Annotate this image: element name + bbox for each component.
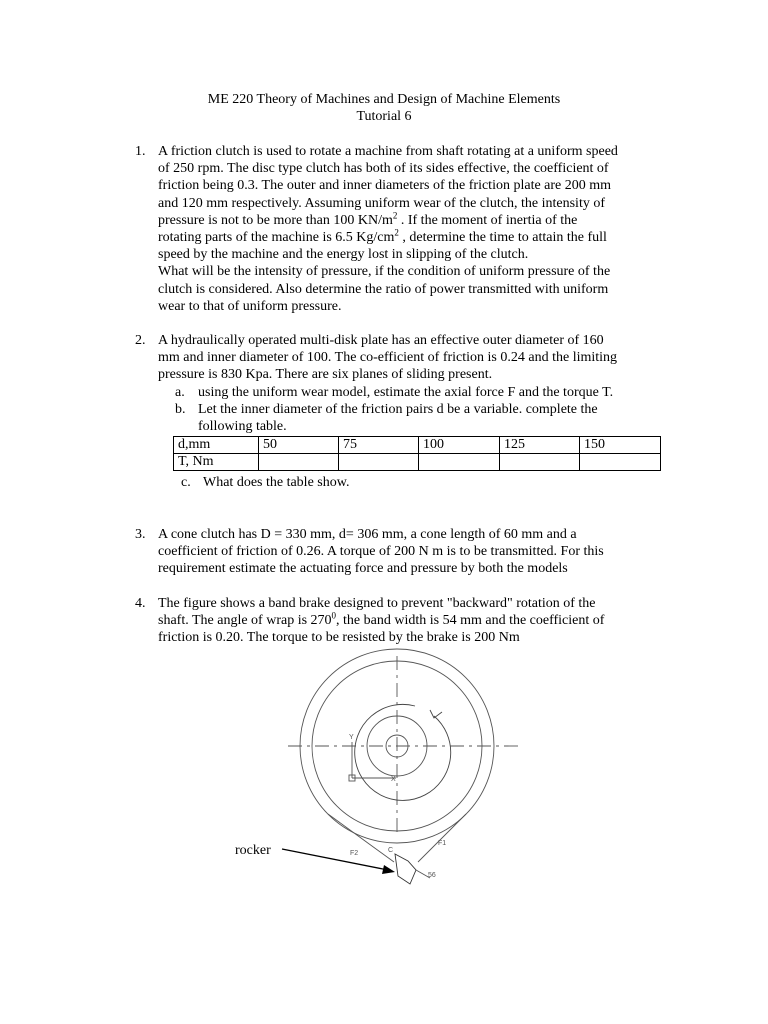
q2-line: mm and inner diameter of 100. The co-efficient of friction is 0.24 and the limiting	[158, 350, 618, 366]
dimension-label: 56	[428, 872, 436, 879]
table-cell	[580, 454, 661, 471]
y-axis-label: Y	[349, 734, 354, 741]
table-cell	[500, 454, 580, 471]
q1-line: What will be the intensity of pressure, if the condition of uniform pressure of the	[158, 264, 611, 280]
q1-line: and 120 mm respectively. Assuming uniform wear of the clutch, the intensity of	[158, 195, 605, 211]
table-cell: 50	[259, 437, 339, 454]
question-number: 4.	[135, 596, 146, 611]
q1-line: rotating parts of the machine is 6.5 $Kg/cm^2$ , determine the time to attain the full	[158, 227, 607, 246]
q3-line: coefficient of friction of 0.26. A torque of 200 N m is to be transmitted. For this	[158, 544, 604, 560]
q4-line: friction is 0.20. The torque to be resisted by the brake is 200 Nm	[158, 630, 520, 646]
rocker-label: rocker	[235, 843, 271, 858]
band-tangent-right	[418, 814, 466, 862]
q3-line: A cone clutch has D = 330 mm, d= 306 mm, a cone length of 60 mm and a	[158, 527, 577, 542]
q4-line: The figure shows a band brake designed to prevent "backward" rotation of the	[158, 596, 596, 611]
q1-line: speed by the machine and the energy lost in slipping of the clutch.	[158, 247, 529, 263]
question-number: 2.	[135, 333, 146, 348]
table-cell	[339, 454, 419, 471]
q1-line: clutch is considered. Also determine the ratio of power transmitted with uniform	[158, 281, 609, 297]
tutorial-title: Tutorial 6	[356, 109, 412, 124]
course-title: ME 220 Theory of Machines and Design of Machine Elements	[207, 92, 561, 107]
table-cell: 75	[339, 437, 419, 454]
table-cell	[419, 454, 500, 471]
question-number: 1.	[135, 144, 146, 159]
table-cell: T, Nm	[174, 454, 259, 471]
table-cell	[259, 454, 339, 471]
table-cell: 100	[419, 437, 500, 454]
q1-line: A friction clutch is used to rotate a machine from shaft rotating at a uniform speed	[158, 144, 618, 159]
q1-line: wear to that of uniform pressure.	[158, 298, 342, 314]
q2-line: pressure is 830 Kpa. There are six planes of sliding present.	[158, 367, 493, 383]
c-label: C	[388, 847, 394, 854]
table-cell: d,mm	[174, 437, 259, 454]
x-axis-label: X	[391, 776, 396, 783]
q2-part-a: a. using the uniform wear model, estimate the axial force F and the torque T.	[175, 384, 614, 400]
q2-part-b: b. Let the inner diameter of the friction pairs d be a variable. complete the following table.	[175, 401, 598, 435]
q1-line: of 250 rpm. The disc type clutch has both of its sides effective, the coefficient of	[158, 161, 609, 177]
question-number: 3.	[135, 527, 146, 542]
table-row	[174, 454, 661, 471]
q3-line: requirement estimate the actuating force and pressure by both the models	[158, 561, 568, 577]
tutorial-page: ME 220 Theory of Machines and Design of Machine Elements Tutorial 6 1. A friction clutch is used to rotate a machine from shaft rotating at a uniform speed of 250 rpm. The disc type clutch has both of its sides effective, the coefficient of friction being 0.3. The outer and inner diameters of the friction plate are 200 mm and 120 mm respectively. Assuming uniform wear of the clutch, the intensity of pressure is not to be more than 100 $KN/m^2$ . If the moment of inertia of the rotating parts of the machine is 6.5 $Kg/cm^2$ , determine the time to attain the full speed by the machine and the energy lost in slipping of the clutch. What will be the intensity of pressure, if the condition of uniform pressure of the clutch is considered. Also determine the ratio of power transmitted with uniform wear to that of uniform pressure. 2. A hydraulically operated multi-disk plate has an effective outer diameter of 160 mm and inner diameter of 100. The co-efficient of friction is 0.24 and the limiting pressure is 830 Kpa. There are six planes of sliding present. a. using the uniform wear model, estimate the axial force F and the torque T. b. Let the inner diameter of the friction pairs d be a variable. complete the following table. d,mm 50 75 100 125 150 T, Nm c. What does the table show. 3. A cone clutch has D = 330 mm, d= 306 mm, a cone length of 60 mm and a coefficient of friction of 0.26. A torque of 200 N m is to be transmitted. For this requirement estimate the actuating force and pressure by both the models 4. The figure shows a band brake designed to prevent "backward" rotation of the shaft. The angle of wrap is $270^0$, the band width is 54 mm and the coefficient of friction is 0.20. The torque to be resisted by the brake is 200 Nm Y X F1 F2 C 56 rocker	[0, 0, 768, 1024]
f1-label: F1	[438, 840, 447, 847]
torque-table	[173, 436, 661, 471]
q1-line: friction being 0.3. The outer and inner diameters of the friction plate are 200 mm	[158, 178, 612, 194]
rotation-arrowhead	[430, 710, 442, 718]
rotation-arrow	[355, 704, 451, 800]
table-row	[174, 437, 661, 454]
table-cell: 125	[500, 437, 580, 454]
q1-line: pressure is not to be more than 100 $KN/m^2$ . If the moment of inertia of the	[158, 210, 578, 228]
f2-label: F2	[350, 850, 359, 857]
q4-line: shaft. The angle of wrap is $270^0$, the band width is 54 mm and the coefficient of	[158, 610, 605, 629]
q2-line: A hydraulically operated multi-disk plate has an effective outer diameter of 160	[158, 333, 604, 348]
table-cell: 150	[580, 437, 661, 454]
rocker-pointer-arrow	[280, 843, 400, 879]
